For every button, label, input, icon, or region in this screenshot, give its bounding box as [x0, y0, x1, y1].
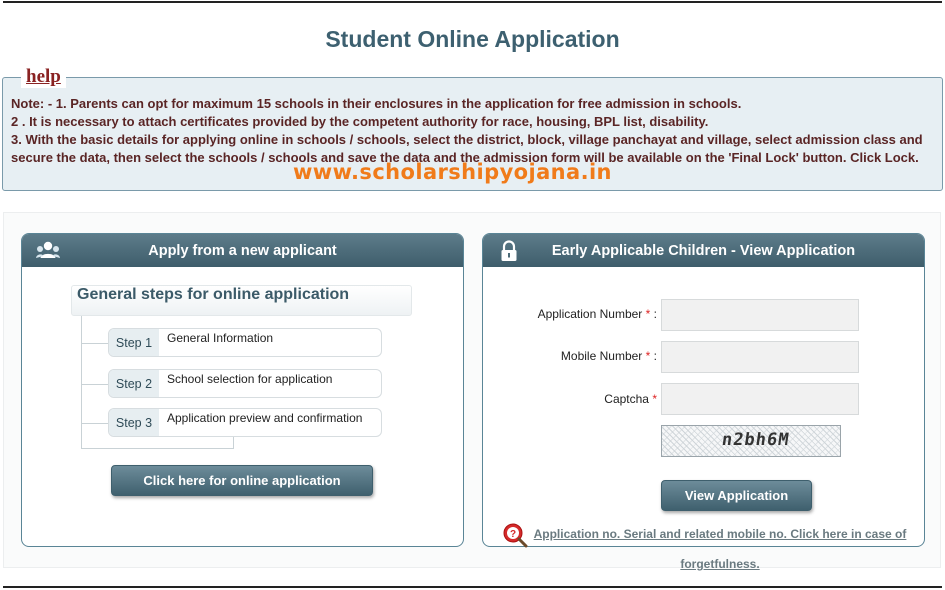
- top-rule: [3, 1, 942, 3]
- page-title: Student Online Application: [325, 26, 620, 52]
- lock-icon: [499, 240, 519, 262]
- step-label: Application preview and confirmation: [167, 411, 363, 425]
- help-notes: [11, 95, 933, 167]
- step-item-3: [108, 408, 382, 437]
- captcha-input[interactable]: [661, 383, 859, 415]
- steps-title: General steps for online application: [77, 286, 350, 303]
- required-marker: *: [652, 392, 657, 406]
- tree-line: [81, 316, 82, 448]
- application-number-input[interactable]: [661, 299, 859, 331]
- help-note-1: Note: - 1. Parents can opt for maximum 15 schools in their enclosures in the application for free admission in schools.: [11, 96, 742, 111]
- online-application-button[interactable]: Click here for online application: [111, 465, 373, 496]
- help-legend: help: [21, 66, 66, 88]
- required-marker: *: [645, 307, 651, 321]
- tree-line-tick: [233, 437, 234, 449]
- mobile-number-input[interactable]: [661, 341, 859, 373]
- step-item-2: [108, 369, 382, 398]
- bottom-rule: [3, 586, 942, 588]
- captcha-code: n2bh6M: [720, 430, 791, 450]
- forgot-application-link[interactable]: Application no. Serial and related mobile no. Click here in case of forgetfulness.: [533, 527, 907, 571]
- captcha-image: [661, 425, 841, 457]
- view-application-button[interactable]: View Application: [661, 480, 812, 511]
- new-applicant-title: Apply from a new applicant: [148, 242, 337, 259]
- users-icon: [36, 240, 60, 262]
- tree-branch: [82, 384, 108, 385]
- tree-line-bottom: [81, 448, 234, 449]
- svg-text:?: ?: [509, 529, 517, 540]
- help-magnifier-icon: [502, 522, 528, 548]
- tree-branch: [82, 343, 108, 344]
- view-application-header: [483, 234, 924, 267]
- step-label: School selection for application: [167, 372, 333, 386]
- tree-branch: [82, 423, 108, 424]
- required-marker: *: [645, 349, 651, 363]
- application-number-label: Application Number * :: [537, 307, 657, 321]
- watermark: www.scholarshipyojana.in: [293, 160, 612, 184]
- help-note-3: 3. With the basic details for applying online in schools / schools, select the district, block, village panchayat and village, select admission class and secure the data, then select the schools / schools and save the data and the admission form will be available on the 'Final Lock' button. Click Lock.: [11, 132, 923, 165]
- help-note-2: 2 . It is necessary to attach certificates provided by the competent authority for race, housing, BPL list, disability.: [11, 114, 709, 129]
- label-separator: :: [653, 307, 657, 321]
- captcha-label: Captcha *: [604, 392, 657, 406]
- step-item-1: [108, 328, 382, 357]
- step-badge: Step 1: [109, 329, 159, 356]
- step-badge: Step 3: [109, 409, 159, 436]
- view-application-title: Early Applicable Children - View Application: [551, 242, 856, 259]
- label-separator: :: [653, 349, 657, 363]
- step-badge: Step 2: [109, 370, 159, 397]
- mobile-number-label: Mobile Number * :: [560, 349, 657, 363]
- step-label: General Information: [167, 331, 274, 345]
- new-applicant-header: [22, 234, 463, 267]
